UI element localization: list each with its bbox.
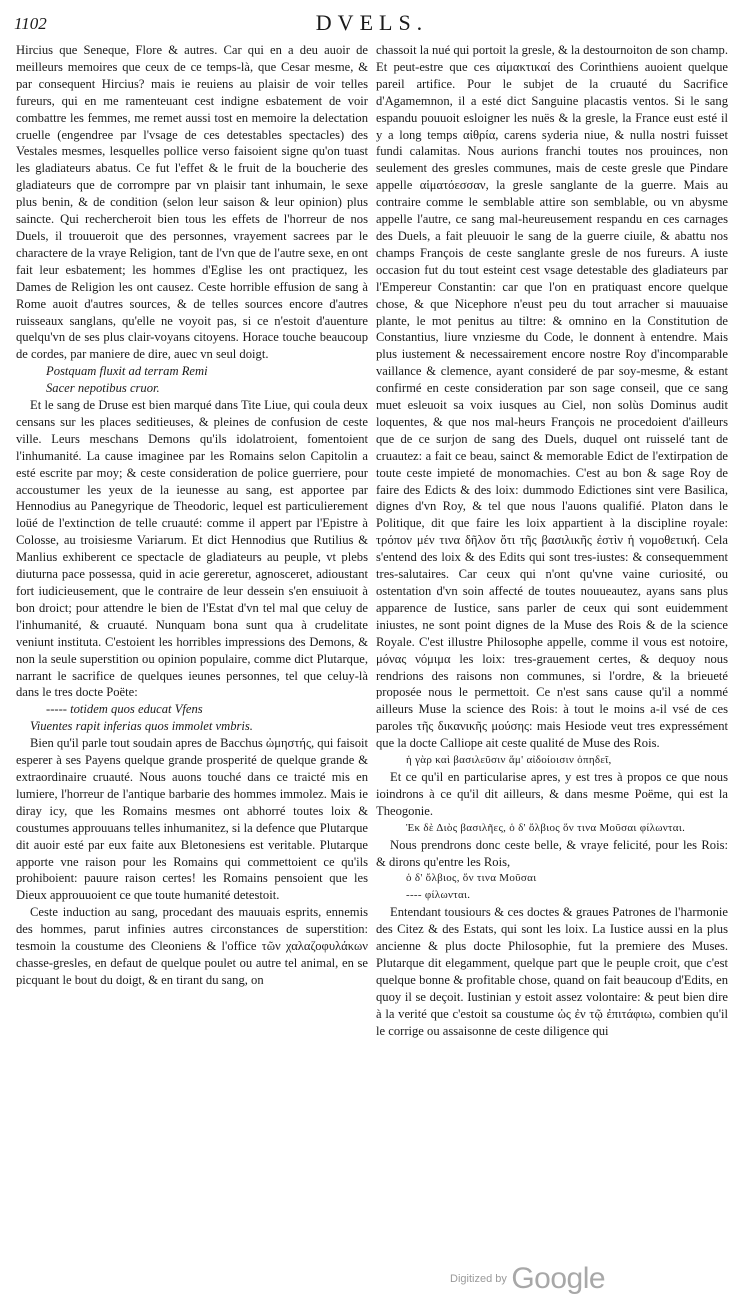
- google-logo: Google: [511, 1262, 606, 1295]
- digitized-watermark: [450, 1262, 605, 1296]
- page-header: [14, 4, 730, 44]
- paragraph: Nous prendrons donc ceste belle, & vraye felicité, pour les Rois: & dirons qu'entre les Rois,: [376, 837, 728, 869]
- right-column: [376, 42, 728, 1039]
- paragraph: Et le sang de Druse est bien marqué dans Tite Liue, qui coula deux censans sur les places seditieuses, & pleines de confusion de ceste ville. Leurs meschans Demons qu'ils idolatroient, fomentoient l'inhumanité. La cause imaginee par les Romains selon Capitolin a esté escrite par moy; & ceste consideration de police guerriere, pour accoustumer les yeux de la ieunesse au sang, est apportee par Hennodius au Panegyrique de Theodoric, lequel est particulierement loüé de l'extinction de telle cruauté: comme il appert par l'Epistre à Colosse, au troisiesme Variarum. Et dict Hennodius que Rutilius & Manlius exhiberent ce spectacle de gladiateurs au peuple, vt plebs diuturna pace possessa, quid in acie gereretur, agnosceret, adioustant fort iudicieusement, que le contraire de leur dessein s'en ensuiuoit à bon droict; pour attendre le bien de l'Estat d'vn tel mal que celuy de l'inhumanité, & cruauté. Nunquam bona sunt qua à crudelitate veniunt instituta. C'estoient les horribles impressions des Demons, & non la seule superstition ou opinion populaire, comme dict Plutarque, narrant le sacrifice de quelques ieunes personnes, tel que celuy-là dans le tres docte Poëte:: [16, 398, 368, 700]
- paragraph: Bien qu'il parle tout soudain apres de Bacchus ὠμηστής, qui faisoit esperer à ses Payens quelque grande prosperité de quelque grande & extraordinaire cruauté. Nous auons touché dans ce traicté mis en lumiere, l'horreur de l'antique barbarie des hommes immolez. Mais ie diray icy, que les Romains mesmes ont abhorré toutes loix & coustumes approuuans telles inhumanitez, si la defence que Plutarque dit auoir esté par eux faite aux Bletonesiens est veritable. Plutarque apporte vne raison pour les Romains qui commettoient ce qu'ils prohiboient: pauure raison certes! les Romains pensoient que les Dieux approuuoient ce que toute humanité detestoit.: [16, 736, 368, 903]
- paragraph: Hircius que Seneque, Flore & autres. Car qui en a deu auoir de meilleurs memoires que ceux de ce temps-là, que Cesar mesme, & par consequent Hircius? mais ie reuiens au plaisir de voir telles fureurs, qui en me ramenteuant cest indigne esbatement de voir combattre les femmes, me remet aussi tost en memoire la delectation cruelle (engendree par l'vsage de ces detestables spectacles) des Vestales mesmes, lesquelles pollice verso faisoient signe qu'on tuast les gladiateurs abatus. Ce fut l'effet & le fruit de la boucherie des gladiateurs que de corrompre par vn plaisir tant inhumain, le sexe plus benin, & de condition (selon leur saison & leur opinion) plus saincte. Qui rechercheroit bien tous les effets de l'horreur de nos Duels, il trouueroit que des personnes, vrayement sacrees par le charactere de la vraye Religion, tant de l'vn que de l'autre sexe, en ont fait leur esbatement; les hommes d'Eglise les ont practiquez, les Dames de Religion les ont causez. Ceste horrible effusion de sang à Rome auoit d'autres sources, & de telles sources encore d'autres ruisseaux sanglans, qu'elle ne voyoit pas, si ce n'estoit d'auenture quelqu'vn de ses plus clair-voyans citoyens. Horace touche beaucoup de cordes, par maniere de dire, auec vn seul doigt.: [16, 43, 368, 362]
- verse-line: Postquam fluxit ad terram Remi: [46, 364, 208, 379]
- page-number: 1102: [14, 14, 47, 33]
- paragraph: Entendant tousiours & ces doctes & graues Patrones de l'harmonie des Citez & des Estats, qui sont les loix. La Iustice aussi en la plus ancienne & plus docte Philosophie, fut la premiere des Muses. Plutarque dit elegamment, quelque part que le peuple croit, que c'est quelque bonne & profitable chose, quand on fait beaucoup d'Edits, en quoy il se deçoit. Iustinian y estoit assez volontaire: & peut bien dire à la verité que c'estoit sa coustume ὡς ἐν τῷ ἐπιτάφιω, combien qu'il le corrige ou assaisonne de ceste diligence qui: [376, 905, 728, 1038]
- paragraph: Et ce qu'il en particularise apres, y est tres à propos ce que nous ioindrons à ce qu'il dit ailleurs, & dans mesme Poëme, qui est la Theogonie.: [376, 769, 728, 818]
- greek-quotation: ---- φίλωνται.: [406, 889, 471, 902]
- greek-quotation: Ἐκ δὲ Διὸς βασιλῆες, ὁ δ' ὄλβιος ὅν τινα Μοῦσαι φίλωνται.: [406, 821, 686, 834]
- verse-line: Sacer nepotibus cruor.: [46, 381, 160, 396]
- verse-line: ----- totidem quos educat Vfens: [46, 702, 203, 717]
- paragraph: chassoit la nué qui portoit la gresle, & la destournoiton de son champ. Et peut-estre que ces αἱμακτικαί des Corinthiens auoient quelque pareil artifice. Pour le subjet de la cruauté du Sacrifice d'Agamemnon, il a esté dict Sanguine placastis ventos. Si le sang espandu pouuoit esloigner les nuës & la gresle, la France eust esté il y a long temps αἰθρία, carens syderia niue, & nulla nostri fuisset fundi calamitas. Nous aurions franchi toutes nos prouinces, non seulement des gresles communes, mais de ceste gresle que Pindare appelle αἱματόεσσαν, la gresle sanglante de la guerre. Mais au contraire comme le semblable attire son semblable, ou vn abysme appelle l'autre, ce sang mal-heureusement respandu en ces carnages des Duels, a fait pleuuoir le sang de la guerre ciuile, & abattu nos champs François de ceste sanglante gresle de nos fureurs. A iuste occasion fut du tout esteint cest vsage detestable des gladiateurs par l'Empereur Constantin: car que l'on en pratiquast encore quelque chose, & que Nicephore n'eust peu du tout arracher si mauuaise plante, le mot penitus au tiltre: & omnino en la Constitution de Constantius, liure vnziesme du Code, le donnent à entendre. Mais plus iustement & necessairement encore nostre Roy d'incomparable vaillance & clemence, ayant consideré de par soy-mesme, & estant confirmé en ceste consideration par son sage conseil, que ce sang muet esleuoit sa voix iusques au Ciel, non solùs Dominus audit loquentes, & que nos mal-heurs François ne procedoient d'ailleurs que de ce surjon de sang des Duels, duquel ont ruisselé tant de cruautez: a fait ce beau, sainct & memorable Edict de l'extirpation de toute ceste impieté de monomachies. C'est au bon & sage Roy de faire des Edicts & des loix: dummodo Edictiones sint vere Basilica, dignes d'vn Roy, & tel que nous l'auons qualifié. Platon dans le Politique, dit que faire les loix appartient à la discipline royale: τρόπον μέν τινα δῆλον ὅτι τῆς βασιλικῆς ἐστὶν ἡ νομοθετική. Cela s'entend des loix & des Edits qui sont tres-iustes: & consequemment tres-salutaires. Car ceux qui n'ont qu'vne vaine curiosité, ou ostentation d'vn soin affecté de toutes nouueautez, ayans sans plus apparence de Iustice, sans parler de ceux qui sont euidemment iniustes, ne sont point dignes de la Muse des Rois & de la science Royale. C'est illustre Philosophe appelle, comme il vous est notoire, μόνας νόμιμα les loix: tres-grauement certes, & dequoy nous rendrions des raisons non communes, si l'ordre, & la brieueté proposée nous le permettoit. Ce n'est sans cause qu'il a nommé ailleurs Muse la science des Rois: à tout le moins a-il vsé de ces paroles τῆς δικανικῆς μούσης: mais Hesiode veut tres expressément que la docte Calliope ait ceste qualité de Muse des Rois.: [376, 43, 728, 751]
- watermark-prefix: Digitized by: [450, 1273, 507, 1285]
- verse-line: Viuentes rapit inferias quos immolet vmbris.: [30, 719, 253, 734]
- greek-quotation: ὁ δ' ὄλβιος, ὅν τινα Μοῦσαι: [406, 872, 537, 885]
- running-head: DVELS.: [315, 10, 429, 35]
- greek-quotation: ἡ γὰρ καὶ βασιλεῦσιν ἅμ' αἰδοίοισιν ὀπηδεῖ,: [406, 754, 612, 767]
- paragraph: Ceste induction au sang, procedant des mauuais esprits, ennemis des hommes, parut infinies autres circonstances de superstition: tesmoin la coustume des Cleoniens & l'office τῶν χαλαζοφυλάκων chasse-gresles, en defaut de quelque poulet ou autre tel animal, en se picquant le bout du doigt, & en tirant du sang, on: [16, 905, 368, 987]
- left-column: [16, 42, 368, 989]
